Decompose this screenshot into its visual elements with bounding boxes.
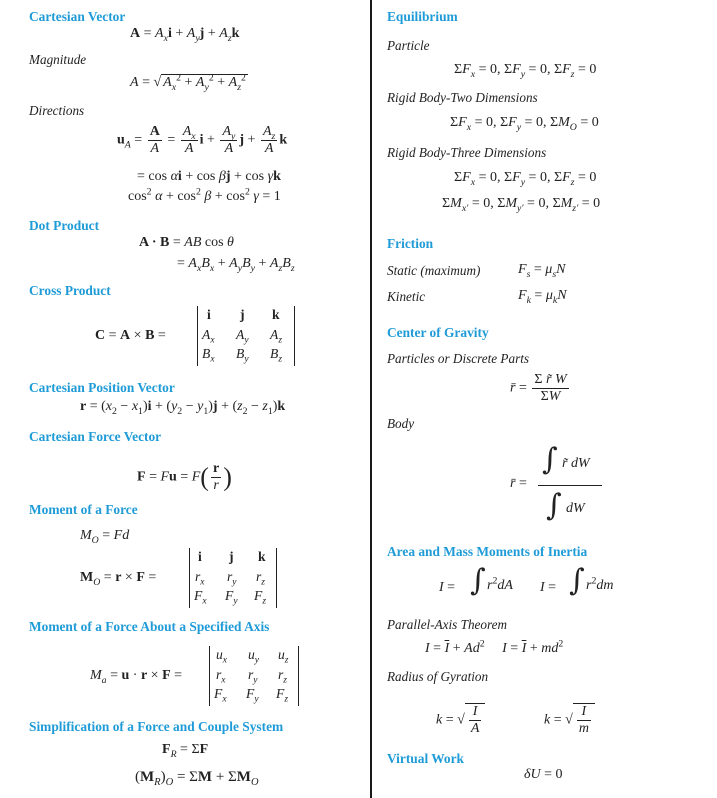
- heading-simplification: Simplification of a Force and Couple System: [29, 719, 284, 734]
- parallel-axis-label: Parallel-Axis Theorem: [387, 617, 508, 632]
- gyration-eq-area: k = √ $\frac{I}{A}$: [436, 703, 485, 737]
- directions-label: Directions: [29, 103, 85, 118]
- inertia-eq-mass-body: $r^2dm$: [586, 575, 614, 593]
- particle-label: Particle: [387, 38, 430, 53]
- matrix-cell: $F_y$: [225, 588, 238, 607]
- heading-equilibrium: Equilibrium: [387, 9, 458, 24]
- particle-eq: $\Sigma F_x = 0$, $\Sigma F_y = 0$, $\Sigma F_z = 0$: [454, 62, 597, 80]
- right-column: [374, 0, 717, 798]
- matrix-cell: $F_x$: [214, 686, 227, 705]
- heading-virtual-work: Virtual Work: [387, 751, 465, 766]
- body-label: Body: [387, 416, 415, 431]
- directions-eq-1: $u_A$ = $\frac{A}{A}$ = $\frac{A_x}{A}$ i + $\frac{A_y}{A}$ j + $\frac{A_z}{A}$ k: [117, 124, 288, 156]
- static-friction-label: Static (maximum): [387, 263, 481, 278]
- heading-cartesian-vector: Cartesian Vector: [29, 9, 126, 24]
- inertia-eq-mass: I =: [540, 580, 557, 595]
- position-vector-eq: $r = (x_2 - x_1)i + (y_2 - y_1)j + (z_2 - z_1)k$: [80, 399, 286, 417]
- heading-moment-axis: Moment of a Force About a Specified Axis: [29, 619, 270, 634]
- matrix-cell: $F_y$: [246, 686, 259, 705]
- rigid-body-2d-eq: $\Sigma F_x = 0$, $\Sigma F_y = 0$, $\Sigma M_O = 0$: [450, 115, 599, 133]
- static-friction-eq: $F_s = \mu_sN$: [518, 262, 566, 280]
- moment-force-eq-1: $M_O = Fd$: [80, 528, 130, 546]
- heading-center-gravity: Center of Gravity: [387, 325, 489, 340]
- heading-moment-force: Moment of a Force: [29, 502, 138, 517]
- particles-centroid-eq: r̄ = $\frac{\text{Σ r̃ W}}{\Sigma W}$: [510, 372, 567, 404]
- matrix-cell: $u_y$: [248, 647, 260, 666]
- heading-moments-inertia: Area and Mass Moments of Inertia: [387, 544, 588, 559]
- moment-force-matrix: [189, 548, 277, 608]
- moment-force-lhs: $M_O = r \times F$ =: [80, 570, 157, 588]
- matrix-cell: $B_x$: [202, 346, 215, 365]
- rigid-body-3d-label: Rigid Body-Three Dimensions: [387, 145, 547, 160]
- matrix-cell: j: [240, 307, 245, 322]
- dot-product-eq-2: = $A_xB_x + A_yB_y + A_zB_z$: [177, 256, 295, 274]
- moment-axis-lhs: $M_a = u \cdot r \times F$ =: [90, 668, 183, 686]
- directions-eq-2: = cos αi + cos βj + cos γk: [137, 169, 281, 184]
- inertia-eq-area-body: $r^2dA$: [487, 575, 513, 593]
- gyration-eq-mass: k = √ $\frac{I}{m}$: [544, 703, 595, 737]
- rigid-body-3d-eq-1: $\Sigma F_x = 0$, $\Sigma F_y = 0$, $\Sigma F_z = 0$: [454, 170, 597, 188]
- rigid-body-2d-label: Rigid Body-Two Dimensions: [387, 90, 538, 105]
- matrix-cell: $u_z$: [278, 647, 289, 666]
- parallel-axis-eq: $I = \overline{I} + Ad^2$ $I = \overline{I} + md^2$: [425, 638, 564, 656]
- matrix-cell: $r_z$: [256, 569, 265, 588]
- matrix-cell: $A_x$: [202, 327, 215, 346]
- inertia-eq-area: I =: [439, 580, 456, 595]
- directions-eq-3: $\cos^2 \alpha + \cos^2 \beta + \cos^2 \gamma = 1$: [128, 186, 281, 204]
- simplification-eq-2: $(M_R)_O = \Sigma M + \Sigma M_O$: [135, 769, 259, 788]
- virtual-work-eq: δU = 0: [524, 767, 563, 782]
- heading-dot-product: Dot Product: [29, 218, 100, 233]
- matrix-cell: $r_x$: [216, 667, 226, 686]
- heading-cross-product: Cross Product: [29, 283, 111, 298]
- matrix-cell: k: [272, 307, 280, 322]
- body-centroid-lhs: r̄ =: [510, 476, 527, 491]
- cross-product-lhs: C = A × B =: [95, 328, 166, 343]
- body-centroid-num: r̃ dW: [562, 456, 590, 471]
- rigid-body-3d-eq-2: $\Sigma M_{x'} = 0$, $\Sigma M_{y'} = 0$, $\Sigma M_{z'} = 0$: [442, 196, 601, 214]
- particles-discrete-label: Particles or Discrete Parts: [387, 351, 529, 366]
- matrix-cell: $F_x$: [194, 588, 207, 607]
- matrix-cell: $r_y$: [248, 667, 258, 686]
- force-vector-eq: F = Fu = F( $\frac{r}{r}$ ): [137, 461, 232, 493]
- kinetic-friction-eq: $F_k = \mu_kN$: [518, 288, 567, 306]
- matrix-cell: $r_z$: [278, 667, 287, 686]
- matrix-cell: i: [198, 549, 202, 564]
- dot-product-eq-1: A · B = AB cos θ: [139, 235, 234, 250]
- kinetic-friction-label: Kinetic: [387, 289, 426, 304]
- magnitude-eq: A = √ $A_x^2 + A_y^2 + A_z^2$: [130, 72, 246, 93]
- moment-axis-matrix: [209, 646, 299, 706]
- magnitude-label: Magnitude: [29, 52, 87, 67]
- matrix-cell: $F_z$: [254, 588, 267, 607]
- matrix-cell: j: [229, 549, 234, 564]
- integral-sign: ∫: [470, 563, 486, 598]
- body-centroid-den: dW: [566, 501, 585, 516]
- matrix-cell: $B_z$: [270, 346, 283, 365]
- cross-product-matrix: [197, 306, 295, 366]
- matrix-cell: $B_y$: [236, 346, 249, 365]
- matrix-cell: $r_x$: [195, 569, 205, 588]
- matrix-cell: $A_y$: [236, 327, 249, 346]
- matrix-cell: $F_z$: [276, 686, 289, 705]
- matrix-cell: i: [207, 307, 211, 322]
- integral-sign: ∫: [546, 488, 562, 523]
- heading-force-vector: Cartesian Force Vector: [29, 429, 162, 444]
- heading-friction: Friction: [387, 236, 434, 251]
- radius-gyration-label: Radius of Gyration: [387, 669, 489, 684]
- heading-position-vector: Cartesian Position Vector: [29, 380, 175, 395]
- matrix-cell: $A_z$: [270, 327, 283, 346]
- cartesian-vector-eq: $A = A_xi + A_yj + A_zk$: [130, 26, 240, 44]
- integral-sign: ∫: [542, 442, 558, 477]
- fraction-bar: [538, 485, 602, 486]
- integral-sign: ∫: [569, 563, 585, 598]
- matrix-cell: k: [258, 549, 266, 564]
- simplification-eq-1: $F_R = \Sigma F$: [162, 742, 209, 760]
- matrix-cell: $u_x$: [216, 647, 228, 666]
- matrix-cell: $r_y$: [227, 569, 237, 588]
